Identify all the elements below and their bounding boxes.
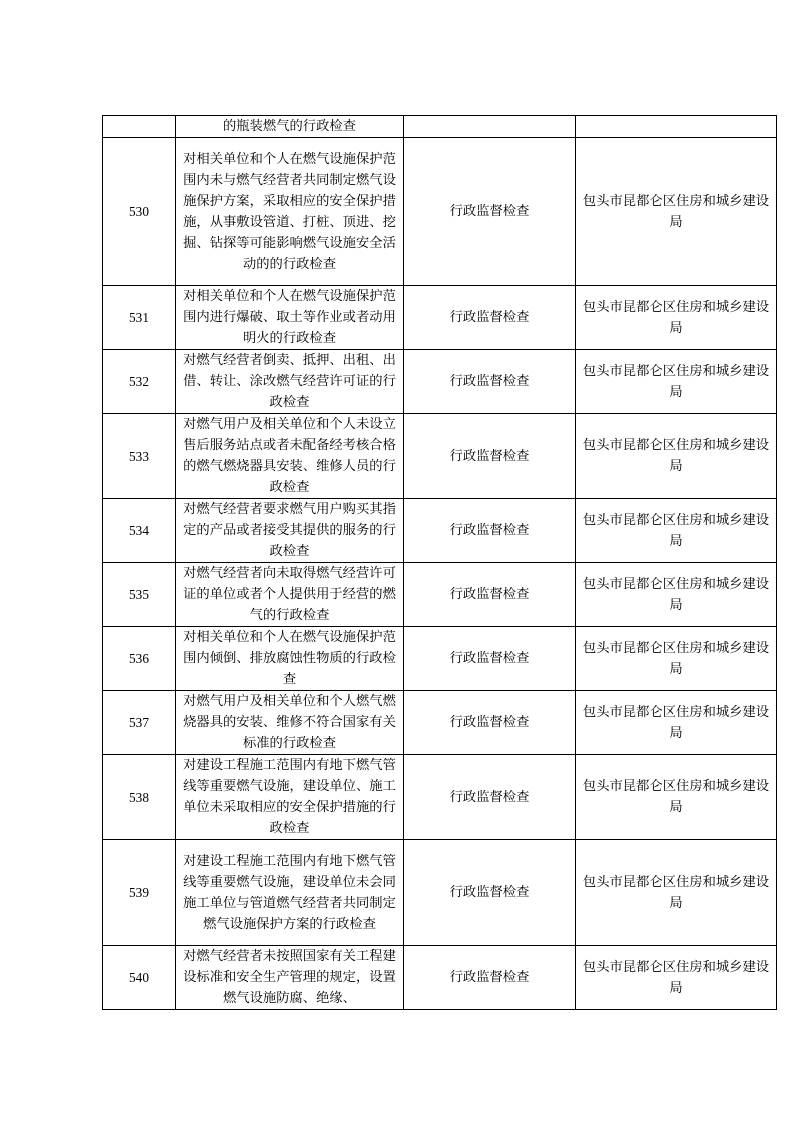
row-number: 530 (103, 138, 176, 286)
inspection-item: 对相关单位和个人在燃气设施保护范围内未与燃气经营者共同制定燃气设施保护方案，采取相应的安全保护措施，从事敷设管道、打桩、顶进、挖掘、钻探等可能影响燃气设施安全活动的的行政检查 (176, 138, 404, 286)
responsible-department: 包头市昆都仑区住房和城乡建设局 (576, 414, 777, 499)
table-row (103, 286, 777, 350)
responsible-department: 包头市昆都仑区住房和城乡建设局 (576, 946, 777, 1010)
inspection-item: 对燃气用户及相关单位和个人燃气燃烧器具的安装、维修不符合国家有关标准的行政检查 (176, 691, 404, 755)
table-row (103, 138, 777, 286)
inspection-type: 行政监督检查 (404, 755, 576, 840)
inspection-type: 行政监督检查 (404, 946, 576, 1010)
table-row (103, 627, 777, 691)
table-row (103, 563, 777, 627)
responsible-department: 包头市昆都仑区住房和城乡建设局 (576, 627, 777, 691)
row-number: 538 (103, 755, 176, 840)
inspection-item: 对燃气经营者向未取得燃气经营许可证的单位或者个人提供用于经营的燃气的行政检查 (176, 563, 404, 627)
inspection-item: 对相关单位和个人在燃气设施保护范围内倾倒、排放腐蚀性物质的行政检查 (176, 627, 404, 691)
row-number: 534 (103, 499, 176, 563)
row-number: 539 (103, 840, 176, 946)
row-number: 536 (103, 627, 176, 691)
inspection-item: 对相关单位和个人在燃气设施保护范围内进行爆破、取土等作业或者动用明火的行政检查 (176, 286, 404, 350)
inspection-item: 对燃气经营者要求燃气用户购买其指定的产品或者接受其提供的服务的行政检查 (176, 499, 404, 563)
responsible-department: 包头市昆都仑区住房和城乡建设局 (576, 138, 777, 286)
inspection-type: 行政监督检查 (404, 563, 576, 627)
inspection-type: 行政监督检查 (404, 499, 576, 563)
row-number: 533 (103, 414, 176, 499)
inspection-item: 对建设工程施工范围内有地下燃气管线等重要燃气设施，建设单位未会同施工单位与管道燃气经营者共同制定燃气设施保护方案的行政检查 (176, 840, 404, 946)
table-row (103, 755, 777, 840)
responsible-department: 包头市昆都仑区住房和城乡建设局 (576, 755, 777, 840)
inspection-type: 行政监督检查 (404, 691, 576, 755)
inspection-item: 对建设工程施工范围内有地下燃气管线等重要燃气设施，建设单位、施工单位未采取相应的安全保护措施的行政检查 (176, 755, 404, 840)
inspection-item: 的瓶装燃气的行政检查 (176, 116, 404, 138)
inspection-item: 对燃气经营者倒卖、抵押、出租、出借、转让、涂改燃气经营许可证的行政检查 (176, 350, 404, 414)
inspection-items-table (102, 115, 777, 1010)
responsible-department: 包头市昆都仑区住房和城乡建设局 (576, 840, 777, 946)
row-number: 532 (103, 350, 176, 414)
responsible-department: 包头市昆都仑区住房和城乡建设局 (576, 563, 777, 627)
table-row (103, 946, 777, 1010)
responsible-department: 包头市昆都仑区住房和城乡建设局 (576, 691, 777, 755)
responsible-department: 包头市昆都仑区住房和城乡建设局 (576, 286, 777, 350)
table-row (103, 691, 777, 755)
inspection-type: 行政监督检查 (404, 627, 576, 691)
inspection-type: 行政监督检查 (404, 350, 576, 414)
inspection-type: 行政监督检查 (404, 840, 576, 946)
row-number (103, 116, 176, 138)
inspection-type: 行政监督检查 (404, 414, 576, 499)
inspection-type: 行政监督检查 (404, 286, 576, 350)
table-row (103, 499, 777, 563)
row-number: 540 (103, 946, 176, 1010)
inspection-type: 行政监督检查 (404, 138, 576, 286)
table-row (103, 414, 777, 499)
row-number: 531 (103, 286, 176, 350)
table-row (103, 350, 777, 414)
inspection-type (404, 116, 576, 138)
row-number: 537 (103, 691, 176, 755)
responsible-department: 包头市昆都仑区住房和城乡建设局 (576, 499, 777, 563)
responsible-department (576, 116, 777, 138)
table-row (103, 116, 777, 138)
responsible-department: 包头市昆都仑区住房和城乡建设局 (576, 350, 777, 414)
inspection-item: 对燃气用户及相关单位和个人未设立售后服务站点或者未配备经考核合格的燃气燃烧器具安装、维修人员的行政检查 (176, 414, 404, 499)
row-number: 535 (103, 563, 176, 627)
table-row (103, 840, 777, 946)
inspection-item: 对燃气经营者未按照国家有关工程建设标准和安全生产管理的规定，设置燃气设施防腐、绝缘、 (176, 946, 404, 1010)
